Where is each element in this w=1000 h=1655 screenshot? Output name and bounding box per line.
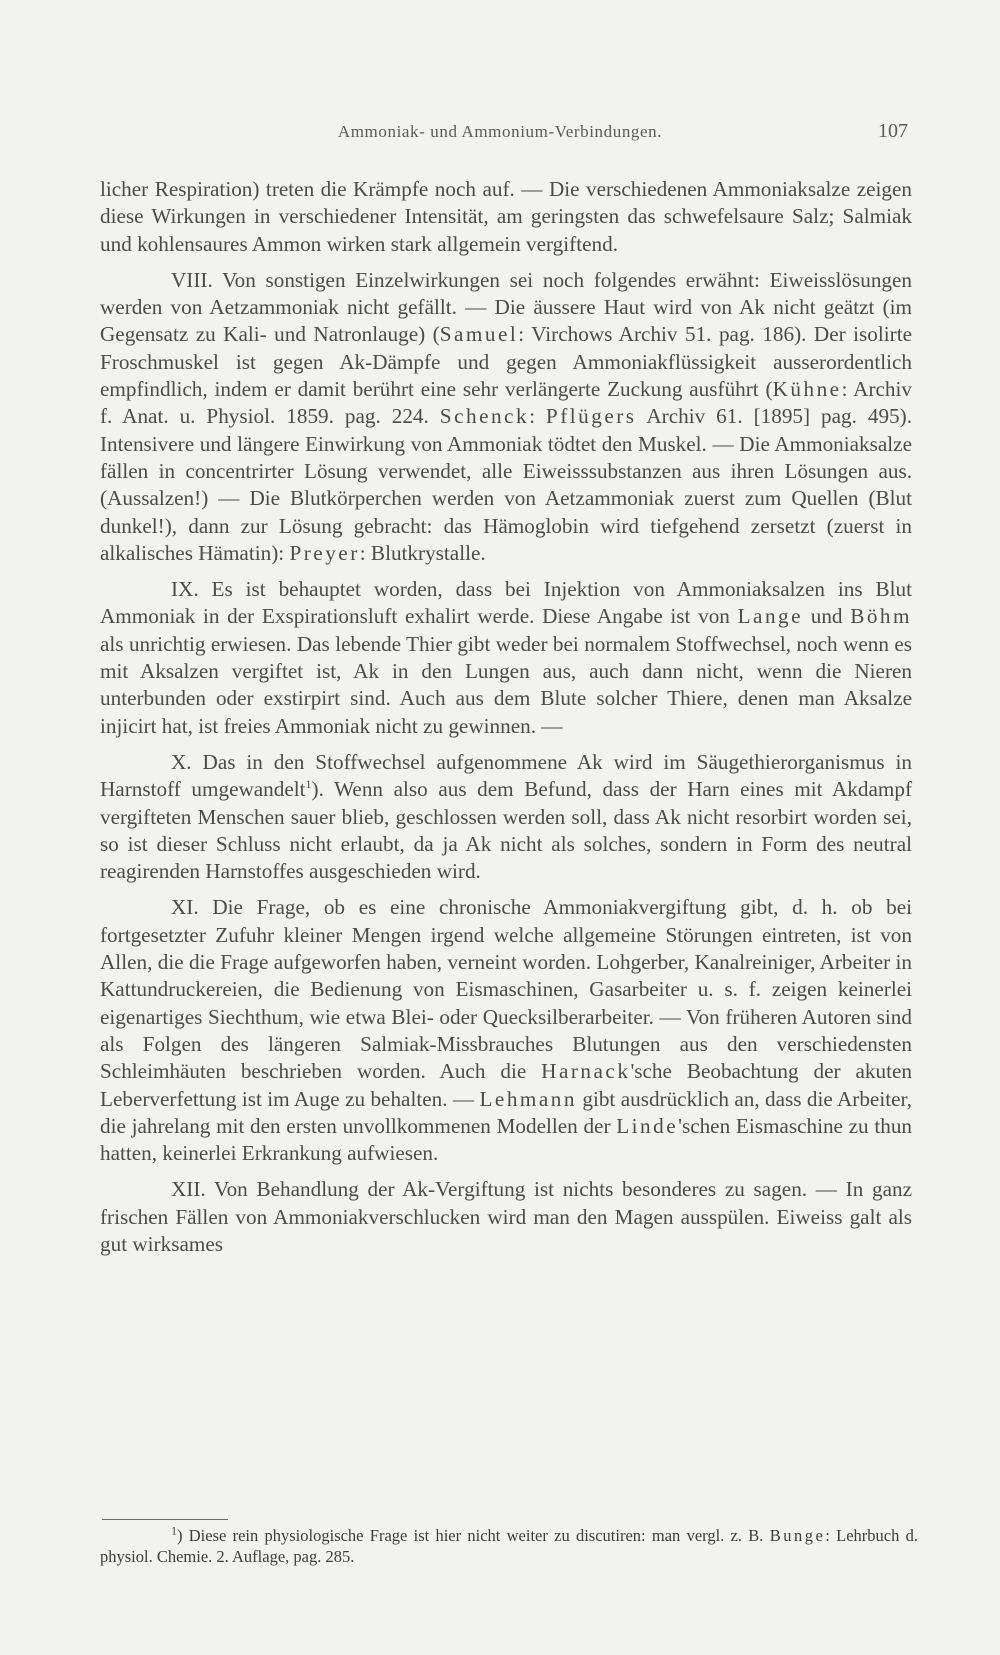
author-name: Harnack [541, 1059, 631, 1084]
text-run: : [529, 404, 546, 429]
text-run: X. Das in den Stoffwechsel aufgenommene Ak wird im Säugethierorganismus in Harnstoff umgewandelt [100, 749, 912, 802]
paragraph-xii [100, 1176, 912, 1258]
author-name: Pflügers [545, 404, 637, 429]
footnote [100, 1525, 918, 1567]
text-run: gibt ausdrücklich an, dass die Arbeiter, die jahrelang mit den ersten unvollkommenen Modellen der [100, 1086, 912, 1138]
author-name: Schenck [439, 404, 530, 429]
text-run: IX. Es ist behauptet worden, dass bei Injektion von Ammoniaksalzen ins Blut Ammoniak in der Exspirationsluft exhalirt werde. Diese Angabe ist von [100, 577, 912, 629]
text-run: Archiv 61. [1895] pag. 495). Intensivere und längere Einwirkung von Ammoniak tödtet den Muskel. — Die Ammoniaksalze fällen in concentrirter Lösung verwendet, alle Eiweisssubstanzen aus ihren Lösungen aus. (Aussalzen!) — Die Blutkörperchen werden von Aetzammoniak zuerst zum Quellen (Blut dunkel!), dann zur Lösung gebracht: das Hämoglobin wird tiefgehend zersetzt (zuerst in alkalisches Hämatin): [100, 404, 912, 565]
text-run: und [803, 604, 851, 629]
author-name: Kühne [772, 377, 842, 402]
author-name: Samuel [439, 322, 519, 347]
text-run: ). Wenn also aus dem Befund, dass der Harn eines mit Akdampf vergifteten Menschen sauer blieb, geschlossen werden soll, dass Ak nicht resorbirt worden sei, so ist dieser Schluss nicht erlaubt, da ja Ak nicht als solches, sondern in Form des neutral reagirenden Harnstoffes ausgeschieden wird. [100, 777, 912, 884]
body-text [100, 176, 912, 1258]
author-name: Preyer [289, 540, 360, 565]
paragraph-text: licher Respiration) treten die Krämpfe noch auf. — Die verschiedenen Ammoniaksalze zeigen diese Wirkungen in verschiedener Intensität, am geringsten das schwefelsaure Salz; Salmiak und kohlensaures Ammon wirken stark allgemein vergiftend. [100, 177, 912, 256]
paragraph-ix [100, 576, 912, 740]
footnote-reference[interactable]: 1 [305, 777, 312, 792]
text-run: : Archiv f. Anat. u. Physiol. 1859. pag. 224. [100, 377, 912, 429]
author-name: Lange [737, 604, 804, 629]
paragraph-continuation [100, 176, 912, 258]
text-run: : Virchows Archiv 51. pag. 186). Der isolirte Froschmuskel ist gegen Ak-Dämpfe und gegen Ammoniakflüssigkeit ausserordentlich empfindlich, indem er damit berührt eine sehr verlängerte Zuckung ausführt ( [100, 322, 912, 402]
text-run: ) Diese rein physiologische Frage ist hier nicht weiter zu discutiren: man vergl. z. B. [177, 1526, 770, 1545]
text-run: XI. Die Frage, ob es eine chronische Ammoniakvergiftung gibt, d. h. ob bei fortgesetzter Zufuhr kleiner Mengen irgend welche allgemeine Störungen eintreten, ist von Allen, die die Frage aufgeworfen haben, verneint worden. Lohgerber, Kanalreiniger, Arbeiter in Kattundruckereien, die Bedienung von Eismaschinen, Gasarbeiter u. s. f. zeigen keinerlei eigenartiges Siechthum, wie etwa Blei- oder Quecksilberarbeiter. — Von früheren Autoren sind als Folgen des längeren Salmiak-Missbrauches Blutungen aus den verschiedensten Schleimhäuten beschrieben worden. Auch die [100, 895, 912, 1084]
text-run: als unrichtig erwiesen. Das lebende Thier gibt weder bei normalem Stoffwechsel, noch wenn es mit Aksalzen vergiftet ist, Ak in den Lungen aus, auch dann nicht, wenn die Nieren unterbunden oder exstirpirt sind. Auch aus dem Blute solcher Thiere, denen man Aksalze injicirt hat, ist freies Ammoniak nicht zu gewinnen. — [100, 631, 912, 738]
footnote-divider [102, 1519, 228, 1520]
paragraph-xi [100, 894, 912, 1167]
paragraph-viii [100, 267, 912, 567]
text-run: : Blutkrystalle. [359, 540, 486, 565]
author-name: Linde [616, 1113, 679, 1138]
footnote-text [100, 1525, 918, 1567]
text-run: 'schen Eismaschine zu thun hatten, keinerlei Erkrankung aufwiesen. [100, 1113, 913, 1166]
paragraph-x [100, 749, 912, 885]
paragraph-text: XII. Von Behandlung der Ak-Vergiftung ist nichts besonderes zu sagen. — In ganz frischen Fällen von Ammoniakverschlucken wird man den Magen ausspülen. Eiweiss galt als gut wirksames [100, 1177, 912, 1256]
text-run: VIII. Von sonstigen Einzelwirkungen sei noch folgendes erwähnt: Eiweisslösungen werden von Aetzammoniak nicht gefällt. — Die äussere Haut wird von Ak nicht geätzt (im Gegensatz zu Kali- und Natronlauge) ( [100, 267, 912, 347]
text-run: 'sche Beobachtung der akuten Leberverfettung ist im Auge zu behalten. — [100, 1059, 912, 1111]
text-run: : Lehrbuch d. physiol. Chemie. 2. Auflage, pag. 285. [100, 1526, 918, 1566]
author-name: Böhm [850, 604, 913, 629]
page-number: 107 [878, 120, 908, 142]
author-name: Bunge [769, 1526, 826, 1545]
running-head: Ammoniak- und Ammonium-Verbindungen. [337, 122, 663, 141]
author-name: Lehmann [479, 1086, 577, 1111]
footnote-mark: 1 [171, 1523, 177, 1538]
page-header [0, 122, 1000, 150]
